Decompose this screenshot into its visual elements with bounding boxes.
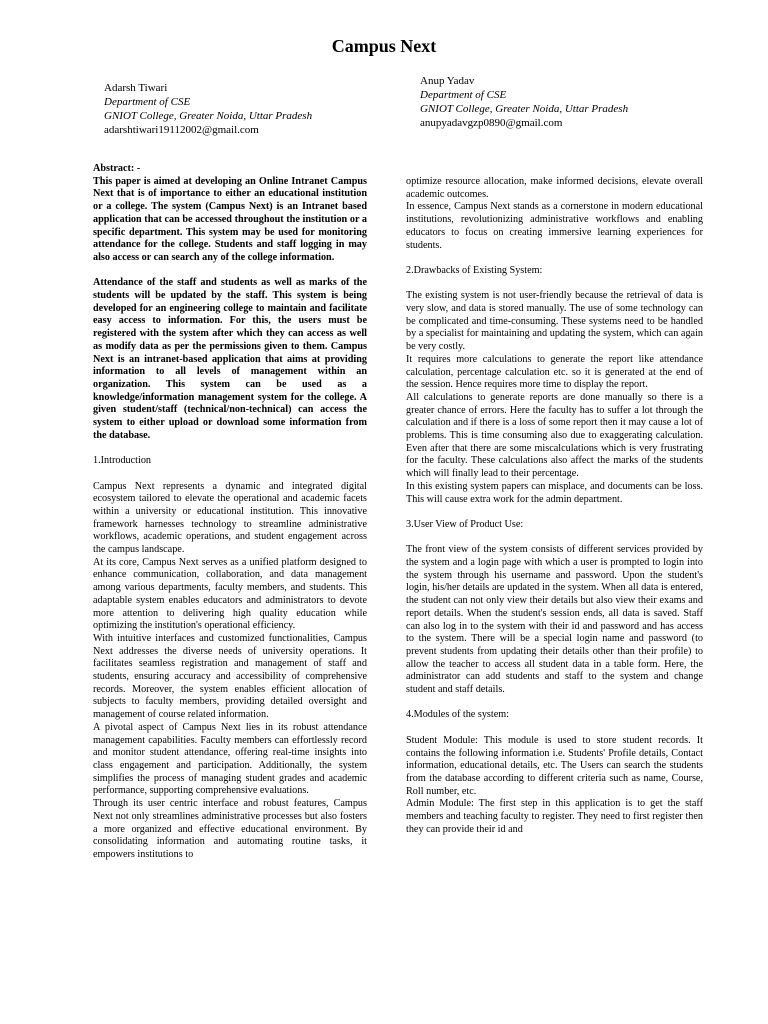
- body-paragraph: Campus Next represents a dynamic and integrated digital ecosystem tailored to elevate the operational and academic facets within a university or educational institution. This innovative framework harnesses technology to streamline administrative workflows, academic operations, and student engagement across the campus landscape.: [93, 480, 367, 556]
- body-paragraph: The front view of the system consists of different services provided by the system and a login page with which a user is prompted to login into the system through his username and password. Upon the student's login, his/her details are updated in the system. When all data is entered, the student can not only view their details but also view their exams and report details. When the student's session ends, all data is saved. Staff can also log in to the system with their id and password and has access to the system. There will be a special login name and password (to prevent students from updating their details other than their profile) to allow the teacher to access all student data in a table form. Here, the administrator can add students and staff to the system and change student and staff details.: [406, 544, 703, 696]
- abstract-label: Abstract: -: [93, 163, 141, 174]
- author-department: Department of CSE: [420, 89, 507, 101]
- body-paragraph: With intuitive interfaces and customized functionalities, Campus Next addresses the diverse needs of university operations. It facilitates seamless registration and management of staff and students, ensuring accuracy and accessibility of comprehensive records. Moreover, the system enables efficient allocation of subjects to faculty members, providing detailed oversight and management of course related information.: [93, 632, 367, 721]
- author-email: anupyadavgzp0890@gmail.com: [420, 117, 563, 129]
- section-heading-drawbacks: 2.Drawbacks of Existing System:: [406, 264, 543, 276]
- author-college: GNIOT College, Greater Noida, Uttar Pradesh: [420, 103, 629, 115]
- body-paragraph: optimize resource allocation, make informed decisions, elevate overall academic outcomes.: [406, 176, 703, 200]
- paper-title: Campus Next: [331, 36, 437, 56]
- author-name: Anup Yadav: [420, 75, 475, 87]
- body-paragraph: Through its user centric interface and robust features, Campus Next not only streamlines administrative processes but also fosters a more organized and effective educational environment. By consolidating information and automating routine tasks, it empowers institutions to: [93, 798, 367, 860]
- body-paragraph: Admin Module: The first step in this application is to get the staff members and teaching faculty to register. They need to first register then they can provide their id and: [406, 798, 703, 835]
- author-college: GNIOT College, Greater Noida, Uttar Pradesh: [104, 110, 313, 122]
- section-heading-user-view: 3.User View of Product Use:: [406, 518, 524, 530]
- body-paragraph: Student Module: This module is used to store student records. It contains the following information i.e. Students' Profile details, Contact information, educational details, etc. The Users can search the students from the database according to different criteria such as name, Course, Roll number, etc.: [406, 734, 703, 797]
- author-block-1: [104, 81, 312, 137]
- author-block-2: [420, 74, 628, 130]
- body-paragraph: The existing system is not user-friendly because the retrieval of data is very slow, and data is stored manually. The use of some technology can be complicated and time-consuming. These systems need to be handled by a specialist for maintaining and updating the system, which can again be very costly.: [406, 290, 703, 353]
- section-heading-modules: 4.Modules of the system:: [406, 709, 509, 721]
- body-paragraph: A pivotal aspect of Campus Next lies in its robust attendance management capabilities. Faculty members can effortlessly record and monitor student attendance, offering real-time insights into class engagement and participation. Additionally, the system simplifies the process of managing student grades and academic performance, supporting comprehensive evaluations.: [93, 721, 367, 797]
- body-paragraph: It requires more calculations to generate the report like attendance calculation, percentage calculation etc. so it is generated at the end of the session. Hence requires more time to display the report.: [406, 353, 703, 391]
- body-paragraph: All calculations to generate reports are done manually so there is a greater chance of errors. Here the faculty has to suffer a lot through the calculation and if there is a loss of some report then it may cause a lot of problems. This is time consuming also due to exaggerating calculation. Even after that there are some miscalculations which is very frustrating for the faculty. These calculations also affect the marks of the students which will finally lead to their percentage.: [406, 391, 703, 480]
- author-department: Department of CSE: [104, 96, 191, 108]
- body-paragraph: At its core, Campus Next serves as a unified platform designed to enhance communication, collaboration, and data management among various departments, faculty members, and students. This adaptable system enables educators and administrators to devote more attention to delivering high quality education while optimizing the institution's operational efficiency.: [93, 556, 367, 632]
- section-heading-introduction: 1.Introduction: [93, 455, 152, 467]
- body-paragraph: In essence, Campus Next stands as a cornerstone in modern educational institutions, revolutionizing administrative workflows and enabling educators to focus on creating immersive learning experiences for students.: [406, 201, 703, 251]
- author-name: Adarsh Tiwari: [104, 82, 168, 94]
- abstract-paragraph: This paper is aimed at developing an Online Intranet Campus Next that is of importance to either an educational institution or a college. The system (Campus Next) is an Intranet based application that can be accessed throughout the institution or a specific department. This system may be used for monitoring attendance for the college. Students and staff logging in may also access or can search any of the college information.: [93, 175, 367, 263]
- right-column: [406, 176, 703, 836]
- abstract-paragraph: Attendance of the staff and students as well as marks of the students will be updated by the staff. This system is being developed for an engineering college to maintain and facilitate easy access to information. For this, the users must be registered with the system after which they can access as well as modify data as per the permissions given to them. Campus Next is an intranet-based application that aims at providing information to all levels of management within an organization. This system can be used as a knowledge/information management system for the college. A given student/staff (technical/non-technical) can access the system to either upload or download some information from the database.: [93, 277, 367, 441]
- body-paragraph: In this existing system papers can misplace, and documents can be loss. This will cause extra work for the admin department.: [406, 480, 703, 505]
- left-column: [93, 163, 367, 862]
- author-email: adarshtiwari19112002@gmail.com: [104, 124, 259, 136]
